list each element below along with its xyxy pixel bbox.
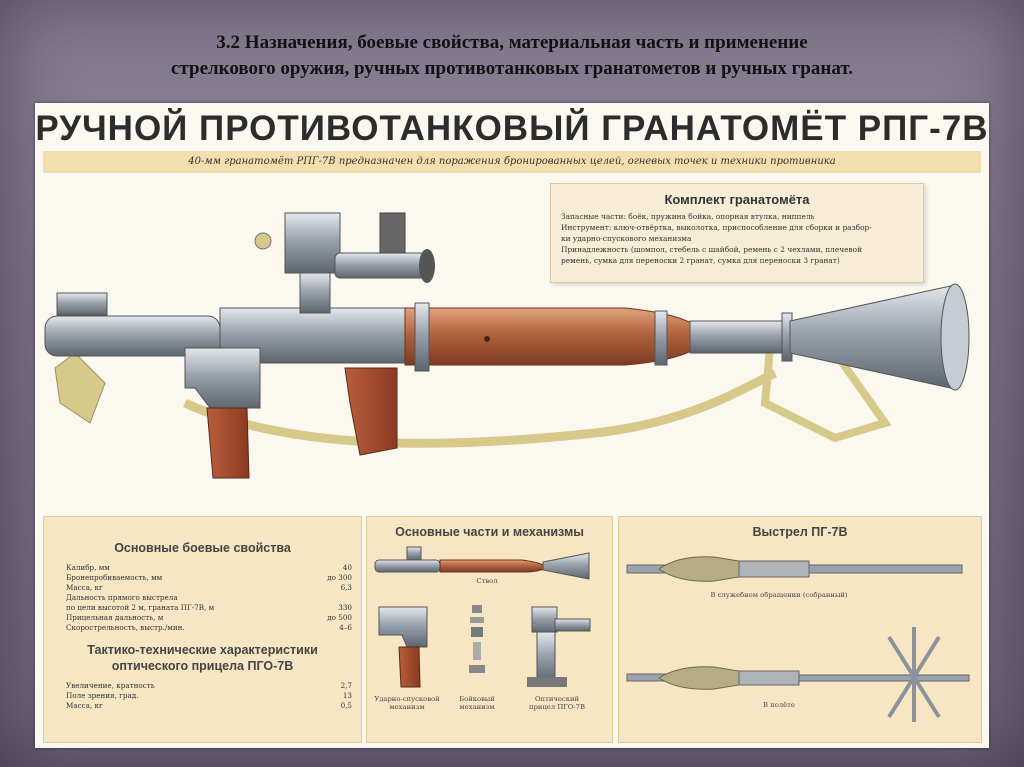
parts-title: Основные части и механизмы	[395, 525, 584, 539]
slide-title	[40, 30, 984, 82]
nozzle	[790, 285, 955, 389]
trigger-caption: Ударно-спусковой механизм	[374, 695, 440, 711]
combat-properties-panel	[43, 516, 362, 743]
poster-title: РУЧНОЙ ПРОТИВОТАНКОВЫЙ ГРАНАТОМЁТ РПГ-7В	[35, 109, 989, 148]
optic-row: Масса, кг 0,5	[66, 701, 352, 710]
sight-caption: Оптический прицел ПГО-7В	[529, 695, 585, 711]
flight-caption: В полёте	[763, 701, 795, 709]
combat-row: Масса, кг 6,3	[66, 583, 352, 592]
pistol-grip	[207, 408, 249, 478]
combat-row: Скорострельность, выстр./мин. 4–6	[66, 623, 352, 632]
round-panel	[618, 516, 982, 743]
kit-line: Принадлежность (шомпол, стебель с шайбой, ремень с 2 чехлами, плечевой	[561, 245, 863, 254]
slide-title-line-1: 3.2 Назначения, боевые свойства, материальная часть и применение	[216, 32, 808, 53]
optic-row: Поле зрения, град. 13	[66, 691, 352, 700]
service-caption: В служебном обращении (собранный)	[710, 591, 848, 599]
slide-title-line-2: стрелкового оружия, ручных противотанковых гранатометов и ручных гранат.	[171, 58, 853, 79]
kit-box	[550, 183, 924, 283]
poster	[35, 103, 989, 748]
barrel-caption: Ствол	[476, 577, 498, 585]
combat-row: по цели высотой 2 м, граната ПГ-7В, м 330	[66, 603, 352, 612]
purpose-banner: 40-мм гранатомёт РПГ-7В предназначен для поражения бронированных целей, огневых точек и техники противника	[43, 151, 981, 173]
optic-title-1: Тактико-технические характеристики	[87, 643, 318, 657]
combat-row: Бронепробиваемость, мм до 300	[66, 573, 352, 582]
launcher-illustration	[35, 103, 989, 513]
combat-row: Калибр, мм 40	[66, 563, 352, 572]
optic-row: Увеличение, кратность 2,7	[66, 681, 352, 690]
kit-line: ки ударно-спускового механизма	[561, 234, 692, 243]
kit-line: ремень, сумка для переноски 2 гранат, сумка для переноски 3 гранат)	[561, 256, 840, 265]
optic-title-2: оптического прицела ПГО-7В	[111, 659, 294, 673]
kit-line: Инструмент: ключ-отвёртка, выколотка, приспособление для сборки и разбор-	[561, 223, 872, 232]
combat-row: Прицельная дальность, м до 500	[66, 613, 352, 622]
combat-title: Основные боевые свойства	[114, 541, 291, 555]
heat-shield	[405, 308, 695, 365]
shoulder-strap	[185, 373, 775, 443]
kit-title: Комплект гранатомёта	[664, 192, 810, 207]
trigger-group	[185, 348, 260, 408]
firing-caption: Бойковый механизм	[459, 695, 495, 711]
optical-sight	[255, 213, 435, 313]
combat-row: Дальность прямого выстрела	[66, 593, 178, 602]
kit-line: Запасные части: боёк, пружина бойка, опорная втулка, ниппель	[561, 212, 815, 221]
round-title: Выстрел ПГ-7В	[752, 525, 848, 539]
main-parts-panel	[366, 516, 613, 743]
